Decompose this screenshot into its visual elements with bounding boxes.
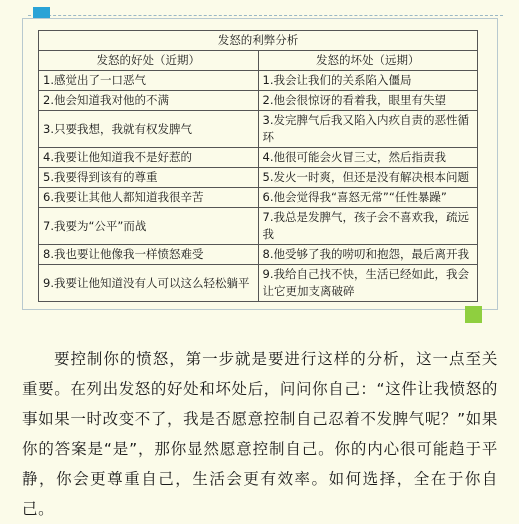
benefit-cell: 5.我要得到该有的尊重 <box>39 168 259 188</box>
table-row <box>39 265 478 302</box>
table-row <box>39 91 478 111</box>
body-paragraph: 要控制你的愤怒，第一步就是要进行这样的分析，这一点至关重要。在列出发怒的好处和坏处后，问问你自己：“这件让我愤怒的事如果一时改变不了，我是否愿意控制自己忍着不发脾气呢？”如果你的答案是“是”，那你显然愿意控制自己。你的内心很可能趋于平静，你会更尊重自己，生活会更有效率。如何选择，全在于你自己。 <box>22 349 498 518</box>
harm-cell: 7.我总是发脾气，孩子会不喜欢我，疏远我 <box>258 208 478 245</box>
table-header-row <box>39 51 478 71</box>
harm-cell: 6.他会觉得我“喜怒无常”“任性暴躁” <box>258 188 478 208</box>
benefit-cell: 3.只要我想，我就有权发脾气 <box>39 111 259 148</box>
benefit-cell: 4.我要让他知道我不是好惹的 <box>39 148 259 168</box>
harm-cell: 3.发完脾气后我又陷入内疚自责的恶性循环 <box>258 111 478 148</box>
pros-cons-table <box>38 30 478 302</box>
header-harms: 发怒的坏处（远期） <box>258 51 478 71</box>
top-dashed-rule <box>28 15 503 16</box>
harm-cell: 9.我给自己找不快，生活已经如此，我会让它更加支离破碎 <box>258 265 478 302</box>
header-benefits: 发怒的好处（近期） <box>39 51 259 71</box>
table-title-row <box>39 31 478 51</box>
green-corner-square <box>465 306 482 323</box>
table-row <box>39 111 478 148</box>
harm-cell: 1.我会让我们的关系陷入僵局 <box>258 71 478 91</box>
table-row <box>39 148 478 168</box>
table-row <box>39 245 478 265</box>
table-row <box>39 188 478 208</box>
harm-cell: 5.发火一时爽，但还是没有解决根本问题 <box>258 168 478 188</box>
harm-cell: 8.他受够了我的唠叨和抱怨，最后离开我 <box>258 245 478 265</box>
bottom-dashed-rule <box>22 309 496 310</box>
harm-cell: 2.他会很惊讶的看着我，眼里有失望 <box>258 91 478 111</box>
table-row <box>39 71 478 91</box>
harm-cell: 4.他很可能会火冒三丈，然后指责我 <box>258 148 478 168</box>
benefit-cell: 2.他会知道我对他的不满 <box>39 91 259 111</box>
benefit-cell: 9.我要让他知道没有人可以这么轻松躺平 <box>39 265 259 302</box>
benefit-cell: 8.我也要让他像我一样愤怒难受 <box>39 245 259 265</box>
table-row <box>39 168 478 188</box>
table-title: 发怒的利弊分析 <box>39 31 478 51</box>
benefit-cell: 7.我要为“公平”而战 <box>39 208 259 245</box>
benefit-cell: 6.我要让其他人都知道我很辛苦 <box>39 188 259 208</box>
table-row <box>39 208 478 245</box>
benefit-cell: 1.感觉出了一口恶气 <box>39 71 259 91</box>
